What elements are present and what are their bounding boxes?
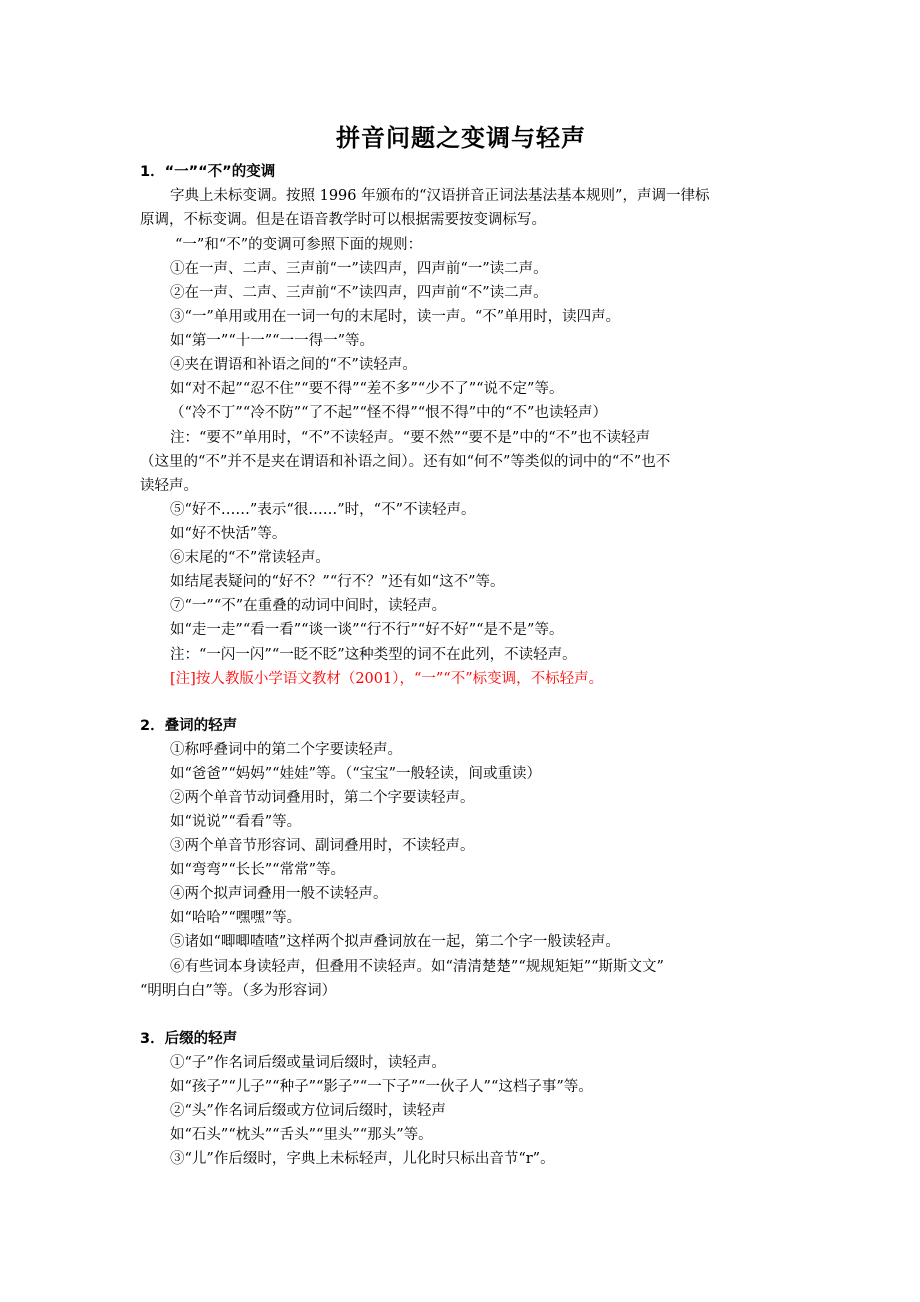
rule-item: ②在一声、二声、三声前“不”读四声，四声前“不”读二声。: [170, 285, 548, 301]
rule-item: ②两个单音节动词叠用时，第二个字要读轻声。: [170, 790, 475, 806]
rule-item: ③“一”单用或用在一词一句的末尾时，读一声。“不”单用时，读四声。: [170, 309, 621, 325]
rule-item: ⑤诸如“唧唧喳喳”这样两个拟声叠词放在一起，第二个字一般读轻声。: [170, 934, 620, 950]
red-annotation: [注]按人教版小学语文教材（2001），“一”“不”标变调，不标轻声。: [170, 671, 604, 687]
example-line: 如“弯弯”“长长”“常常”等。: [170, 862, 345, 878]
example-line: 如“对不起”“忍不住”“要不得”“差不多”“少不了”“说不定”等。: [170, 381, 564, 397]
paragraph-line: 字典上未标变调。按照 1996 年颁布的“汉语拼音正词法基法基本规则”，声调一律标: [170, 188, 710, 204]
section-heading-2: 2．叠词的轻声: [140, 718, 238, 734]
section-heading-1: 1．“一”“不”的变调: [140, 164, 276, 180]
example-line: 如“说说”“看看”等。: [170, 814, 302, 830]
rule-item: ①称呼叠词中的第二个字要读轻声。: [170, 742, 402, 758]
rule-item: ③“儿”作后缀时，字典上未标轻声，儿化时只标出音节“r”。: [170, 1151, 555, 1167]
example-line: （“冷不丁”“冷不防”“了不起”“怪不得”“恨不得”中的“不”也读轻声）: [170, 405, 607, 421]
example-line: 如“好不快活”等。: [170, 526, 287, 542]
rule-item: ①“子”作名词后缀或量词后缀时，读轻声。: [170, 1055, 446, 1071]
paragraph-line: 原调，不标变调。但是在语音教学时可以根据需要按变调标写。: [140, 212, 546, 228]
page-title: 拼音问题之变调与轻声: [336, 124, 586, 152]
example-line: “明明白白”等。（多为形容词）: [140, 983, 337, 999]
rule-item: ②“头”作名词后缀或方位词后缀时，读轻声: [170, 1103, 446, 1119]
paragraph-line: “一”和“不”的变调可参照下面的规则：: [175, 237, 423, 253]
example-line: 如“爸爸”“妈妈”“娃娃”等。（“宝宝”一般轻读，间或重读）: [170, 766, 542, 782]
rule-item: ④夹在谓语和补语之间的“不”读轻声。: [170, 357, 417, 373]
example-line: 如“走一走”“看一看”“谈一谈”“行不行”“好不好”“是不是”等。: [170, 622, 564, 638]
example-line: 如“第一”“十一”“一一得一”等。: [170, 333, 374, 349]
note-line: 读轻声。: [140, 478, 198, 494]
rule-item: ⑦“一”“不”在重叠的动词中间时，读轻声。: [170, 598, 447, 614]
section-heading-3: 3．后缀的轻声: [140, 1031, 238, 1047]
rule-item: ④两个拟声词叠用一般不读轻声。: [170, 886, 388, 902]
note-line: 注：“要不”单用时，“不”不读轻声。“要不然”“要不是”中的“不”也不读轻声: [170, 430, 651, 446]
example-line: 如“孩子”“儿子”“种子”“影子”“一下子”“一伙子人”“这档子事”等。: [170, 1079, 593, 1095]
rule-item: ⑤“好不……”表示“很……”时，“不”不读轻声。: [170, 502, 476, 518]
example-line: 如“哈哈”“嘿嘿”等。: [170, 910, 302, 926]
note-line: 注：“一闪一闪”“一眨不眨”这种类型的词不在此列，不读轻声。: [170, 647, 577, 663]
example-line: 如“石头”“枕头”“舌头”“里头”“那头”等。: [170, 1127, 433, 1143]
rule-item: ①在一声、二声、三声前“一”读四声，四声前“一”读二声。: [170, 261, 548, 277]
example-line: 如结尾表疑问的“好不？”“行不？”还有如“这不”等。: [170, 574, 505, 590]
rule-item: ⑥末尾的“不”常读轻声。: [170, 550, 330, 566]
rule-item: ⑥有些词本身读轻声，但叠用不读轻声。如“清清楚楚”“规规矩矩”“斯斯文文”: [170, 959, 664, 975]
note-line: （这里的“不”并不是夹在谓语和补语之间）。还有如“何不”等类似的词中的“不”也不: [140, 454, 671, 470]
rule-item: ③两个单音节形容词、副词叠用时，不读轻声。: [170, 838, 475, 854]
